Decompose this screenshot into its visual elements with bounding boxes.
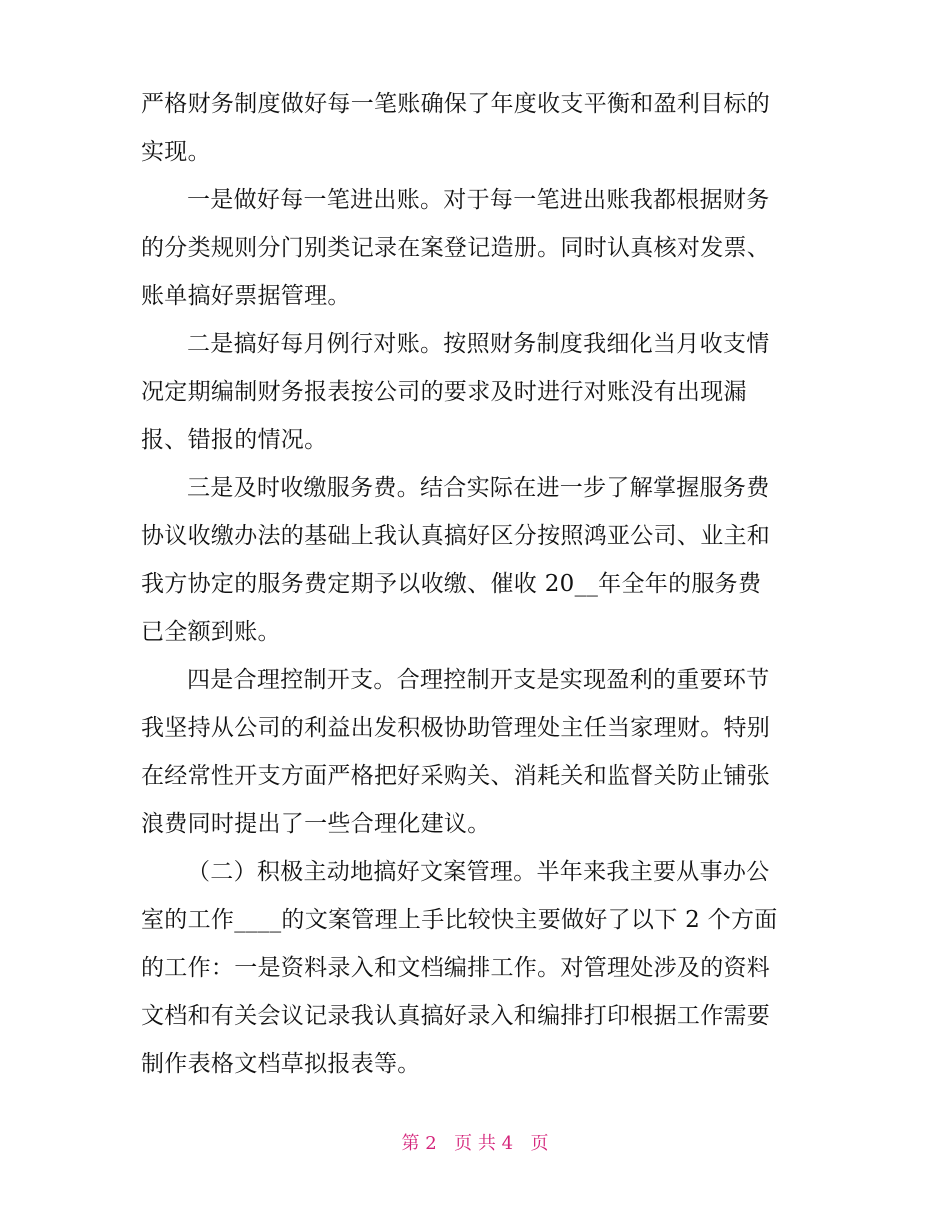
footer-suffix: 页	[530, 1133, 549, 1154]
text-line: 已全额到账。	[141, 619, 281, 645]
footer-prefix: 第	[401, 1133, 420, 1154]
footer-total-pages: 4	[501, 1133, 514, 1154]
text-line: 严格财务制度做好每一笔账确保了年度收支平衡和盈利目标的	[141, 91, 771, 117]
text-line: 制作表格文档草拟报表等。	[141, 1051, 421, 1077]
text-line: 我方协定的服务费定期予以收缴、催收 20__年全年的服务费	[141, 571, 762, 597]
document-body	[141, 80, 811, 1088]
paragraph-start-line: 二是搞好每月例行对账。按照财务制度我细化当月收支情	[187, 331, 770, 357]
text-line: 况定期编制财务报表按公司的要求及时进行对账没有出现漏	[141, 379, 747, 405]
paragraph-start-line: 四是合理控制开支。合理控制开支是实现盈利的重要环节	[187, 667, 770, 693]
page-footer	[0, 1132, 950, 1156]
text-line: 文档和有关会议记录我认真搞好录入和编排打印根据工作需要	[141, 1003, 771, 1029]
text-line: 在经常性开支方面严格把好采购关、消耗关和监督关防止铺张	[141, 763, 771, 789]
paragraph-start-line: 一是做好每一笔进出账。对于每一笔进出账我都根据财务	[187, 187, 770, 213]
text-line: 协议收缴办法的基础上我认真搞好区分按照鸿亚公司、业主和	[141, 523, 771, 549]
text-line: 报、错报的情况。	[141, 427, 328, 453]
text-line: 的工作：一是资料录入和文档编排工作。对管理处涉及的资料	[141, 955, 771, 981]
paragraph-start-line: 三是及时收缴服务费。结合实际在进一步了解掌握服务费	[187, 475, 770, 501]
paragraph-start-line: （二）积极主动地搞好文案管理。半年来我主要从事办公	[187, 859, 770, 885]
text-line: 实现。	[141, 139, 211, 165]
text-line: 室的工作____的文案管理上手比较快主要做好了以下 2 个方面	[141, 907, 778, 933]
text-line: 我坚持从公司的利益出发积极协助管理处主任当家理财。特别	[141, 715, 771, 741]
text-line: 浪费同时提出了一些合理化建议。	[141, 811, 491, 837]
text-line: 账单搞好票据管理。	[141, 283, 351, 309]
text-line: 的分类规则分门别类记录在案登记造册。同时认真核对发票、	[141, 235, 771, 261]
footer-middle: 页 共	[454, 1133, 496, 1154]
footer-current-page: 2	[425, 1133, 437, 1154]
